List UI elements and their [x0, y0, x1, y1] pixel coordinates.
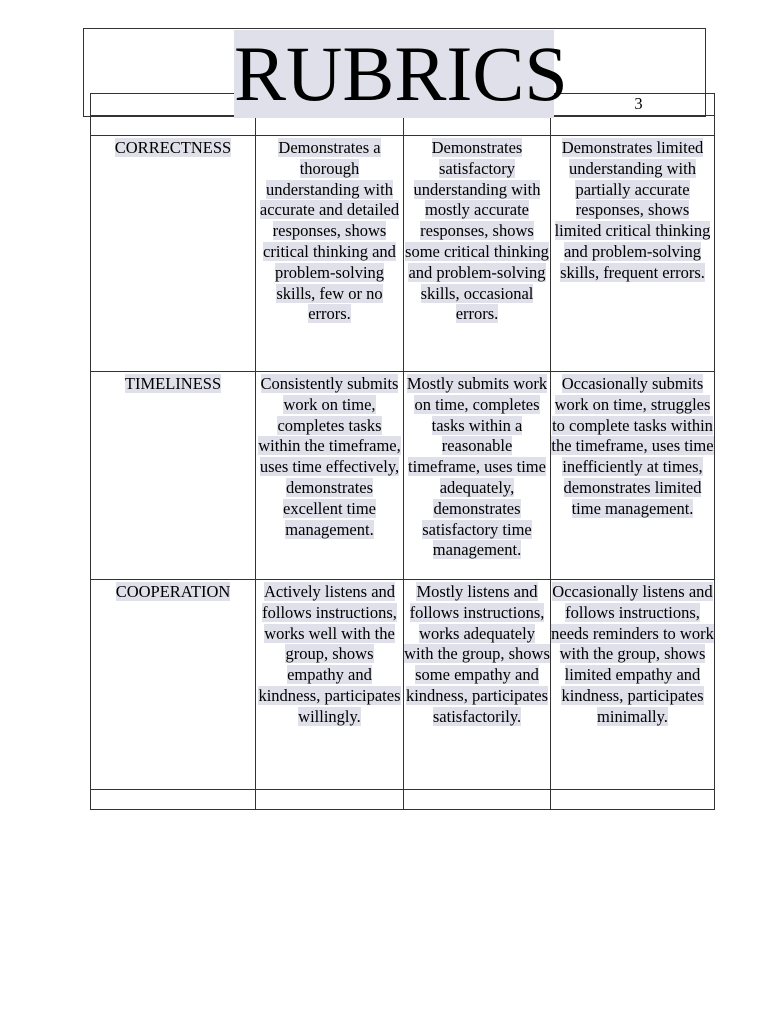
criterion-label: CORRECTNESS: [114, 138, 232, 157]
level-description: Actively listens and follows instructions, works well with the group, shows empathy and kindness, participates willingly.: [258, 582, 401, 726]
spacer-cell: [551, 116, 715, 136]
level-description: Mostly submits work on time, completes tasks within a reasonable timeframe, uses time adequately, demonstrates satisfactory time management.: [406, 374, 548, 560]
level-cell: [551, 136, 715, 372]
rubric-row-timeliness: [91, 372, 715, 580]
page-number: 3: [634, 94, 643, 113]
footer-row: [91, 790, 715, 810]
criterion-cell: [91, 136, 256, 372]
level-description: Demonstrates limited understanding with partially accurate responses, shows limited critical thinking and problem-solving skills, frequent errors.: [554, 138, 711, 282]
level-description: Consistently submits work on time, completes tasks within the timeframe, uses time effectively, demonstrates excellent time management.: [258, 374, 401, 539]
footer-cell: [91, 790, 256, 810]
level-cell: [551, 372, 715, 580]
footer-cell: [404, 790, 551, 810]
criterion-label: COOPERATION: [115, 582, 231, 601]
level-cell: [256, 372, 404, 580]
level-description: Mostly listens and follows instructions, works adequately with the group, shows some empathy and kindness, participates satisfactorily.: [404, 582, 550, 726]
rubric-row-correctness: [91, 136, 715, 372]
footer-cell: [256, 790, 404, 810]
rubric-table: [90, 93, 715, 810]
footer-cell: [551, 790, 715, 810]
rubric-row-cooperation: [91, 580, 715, 790]
criterion-cell: [91, 372, 256, 580]
spacer-cell: [404, 116, 551, 136]
level-description: Demonstrates a thorough understanding with accurate and detailed responses, shows critical thinking and problem-solving skills, few or no errors.: [259, 138, 400, 324]
level-description: Occasionally submits work on time, struggles to complete tasks within the timeframe, uses time inefficiently at times, demonstrates limited time management.: [551, 374, 714, 518]
spacer-cell: [91, 116, 256, 136]
level-description: Occasionally listens and follows instructions, needs reminders to work with the group, shows limited empathy and kindness, participates minimally.: [551, 582, 714, 726]
level-cell: [256, 136, 404, 372]
spacer-cell: [256, 116, 404, 136]
header-cell: [91, 94, 256, 116]
level-cell: [404, 136, 551, 372]
level-cell: [404, 580, 551, 790]
page-title: RUBRICS: [234, 30, 568, 117]
spacer-row: [91, 116, 715, 136]
level-cell: [256, 580, 404, 790]
level-cell: [551, 580, 715, 790]
criterion-label: TIMELINESS: [124, 374, 222, 393]
criterion-cell: [91, 580, 256, 790]
level-cell: [404, 372, 551, 580]
page-number-cell: [551, 94, 715, 116]
level-description: Demonstrates satisfactory understanding with mostly accurate responses, shows some critical thinking and problem-solving skills, occasional errors.: [405, 138, 549, 324]
